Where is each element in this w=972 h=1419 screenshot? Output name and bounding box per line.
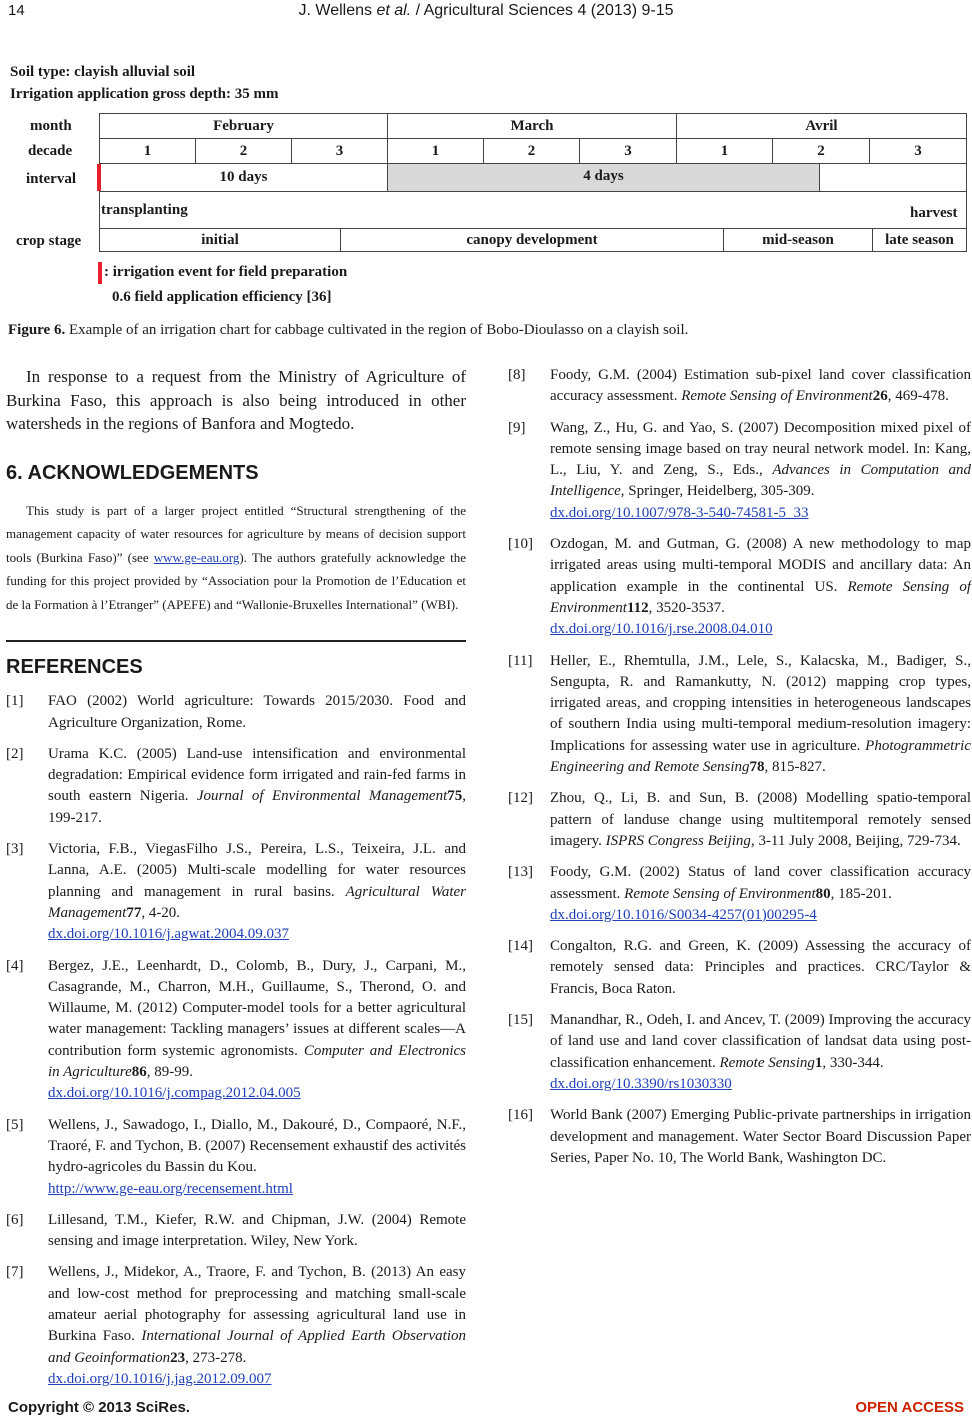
figure-caption xyxy=(8,322,688,339)
reference-text xyxy=(550,788,971,852)
reference-doi-link[interactable]: dx.doi.org/10.3390/rs1030330 xyxy=(550,1075,732,1092)
reference-text xyxy=(48,839,466,945)
reference-authors-title: Wang, Z., Hu, G. and Yao, S. (2007) Decomposition mixed pixel of remote sensing image based on tray neural network model. In: Kang, L., Liu, Y. and Zeng, S., Eds., xyxy=(550,419,971,479)
row-label-interval: interval xyxy=(26,171,76,187)
decade-cell: 1 xyxy=(676,138,773,164)
open-access-badge: OPEN ACCESS xyxy=(855,1399,964,1416)
month-cell-march: March xyxy=(387,113,677,139)
reference-journal: Remote Sensing of Environment xyxy=(624,885,816,902)
copyright-notice: Copyright © 2013 SciRes. xyxy=(8,1399,190,1416)
reference-journal: ISPRS Congress Beijing xyxy=(605,832,751,849)
reference-pages: , 469-478. xyxy=(887,388,949,405)
reference-volume: 75 xyxy=(447,788,463,805)
reference-pages: , 330-344. xyxy=(822,1054,884,1071)
reference-text xyxy=(550,534,971,640)
gross-depth-label: Irrigation application gross depth: 35 mm xyxy=(10,86,279,102)
reference-item xyxy=(6,839,466,945)
legend-event-text: : irrigation event for field preparation xyxy=(104,264,348,280)
reference-authors-title: Ozdogan, M. and Gutman, G. (2008) A new methodology to map irrigated areas using multi-temporal MODIS and ancillary data: An application example in the continental US. xyxy=(550,536,971,595)
interval-cell-10-days: 10 days xyxy=(99,163,388,192)
reference-text xyxy=(48,1210,466,1253)
decade-cell: 2 xyxy=(772,138,870,164)
caption-text: Example of an irrigation chart for cabbage cultivated in the region of Bobo-Dioulasso on a clayish soil. xyxy=(65,322,689,338)
reference-text xyxy=(550,1010,971,1095)
running-head-etal: et al. xyxy=(376,2,412,19)
row-label-crop-stage: crop stage xyxy=(16,233,82,249)
irrigation-event-marker xyxy=(97,164,101,191)
interval-cell-4-days: 4 days xyxy=(387,163,820,192)
reference-item xyxy=(508,365,971,408)
reference-item xyxy=(508,534,971,640)
reference-number: [3] xyxy=(6,841,24,858)
reference-pages: , 4-20. xyxy=(141,904,181,921)
reference-item xyxy=(6,691,466,734)
reference-number: [4] xyxy=(6,957,24,974)
reference-text xyxy=(550,418,971,524)
reference-journal: International Journal of Applied Earth Observation and Geoinformation xyxy=(48,1328,467,1366)
reference-volume: 23 xyxy=(170,1349,186,1366)
reference-item xyxy=(6,1115,466,1200)
reference-item xyxy=(508,651,971,779)
decade-cell: 3 xyxy=(579,138,677,164)
reference-item xyxy=(508,862,971,926)
reference-doi-link[interactable]: dx.doi.org/10.1016/S0034-4257(01)00295-4 xyxy=(550,906,817,923)
month-cell-avril: Avril xyxy=(676,113,967,139)
reference-authors-title: Foody, G.M. (2004) Estimation sub-pixel land cover classification accuracy assessment. xyxy=(550,367,971,405)
reference-number: [6] xyxy=(6,1211,24,1228)
reference-number: [7] xyxy=(6,1264,24,1281)
reference-item xyxy=(6,744,466,829)
reference-number: [10] xyxy=(508,536,533,553)
reference-journal: Remote Sensing of Environment xyxy=(550,578,971,616)
reference-journal: Advances in Computation and Intelligence xyxy=(550,462,972,500)
reference-number: [8] xyxy=(508,367,526,383)
left-column xyxy=(6,365,466,1400)
reference-number: [9] xyxy=(508,419,526,436)
reference-journal: Photogrammetric Engineering and Remote Sensing xyxy=(550,737,971,776)
reference-pages: , 3-11 July 2008, Beijing, 729-734. xyxy=(750,832,961,849)
irrigation-chart xyxy=(0,58,972,318)
reference-authors-title: Heller, E., Rhemtulla, J.M., Lele, S., Kalacska, M., Badiger, S., Sengupta, R. and Ramankutty, N. (2012) mapping crop types, irrigated areas, and cropping intensities in heterogeneous landscapes of southern India using multi-temporal medium-resolution imagery: Implications for assessing water use in agriculture. xyxy=(550,652,971,754)
reference-doi-link[interactable]: dx.doi.org/10.1016/j.rse.2008.04.010 xyxy=(550,621,773,638)
reference-item xyxy=(508,936,971,1000)
right-column xyxy=(508,365,971,1179)
reference-pages: , 3520-3537. xyxy=(648,599,725,616)
reference-text xyxy=(550,651,971,779)
reference-doi-link[interactable]: dx.doi.org/10.1007/978-3-540-74581-5_33 xyxy=(550,504,809,521)
reference-authors-title: Bergez, J.E., Leenhardt, D., Colomb, B., Dury, J., Carpani, M., Casagrande, M., Charron, M.H., Guillaume, S., Therond, O. and Willaume, M. (2012) Computer-model tools for a better agricultural water management: Tackling managers’ issues at different scales—A contribution form systemic agronomists. xyxy=(48,957,466,1059)
references-list-right xyxy=(508,365,971,1179)
decade-cell: 2 xyxy=(483,138,580,164)
references-list-left xyxy=(6,691,466,1400)
decade-cell: 1 xyxy=(99,138,196,164)
soil-type-label: Soil type: clayish alluvial soil xyxy=(10,64,196,80)
reference-pages: , 199-217. xyxy=(48,788,466,826)
stage-cell-initial: initial xyxy=(99,228,341,252)
reference-pages: , 273-278. xyxy=(185,1349,247,1366)
reference-journal: Agricultural Water Management xyxy=(48,883,466,921)
reference-authors-title: Congalton, R.G. and Green, K. (2009) Assessing the accuracy of remotely sensed data: Principles and practices. CRC/Taylor & Francis, Boca Raton. xyxy=(550,938,971,997)
reference-doi-link[interactable]: dx.doi.org/10.1016/j.compag.2012.04.005 xyxy=(48,1085,301,1102)
reference-authors-title: Victoria, F.B., ViegasFilho J.S., Pereira, L.S., Teixeira, J.L. and Lanna, A.E. (2005) Multi-scale modelling for water resources planning and management in rural basins. xyxy=(48,841,466,900)
reference-journal: Journal of Environmental Management xyxy=(196,788,448,805)
reference-item xyxy=(508,1010,971,1095)
reference-text xyxy=(48,1262,466,1390)
reference-item xyxy=(508,418,971,524)
reference-doi-link[interactable]: http://www.ge-eau.org/recensement.html xyxy=(48,1180,293,1197)
reference-volume: 78 xyxy=(749,759,765,776)
reference-volume: 77 xyxy=(126,904,142,921)
reference-doi-link[interactable]: dx.doi.org/10.1016/j.agwat.2004.09.037 xyxy=(48,926,289,943)
ack-text-start: This study is part of a larger project entitled “Structural strengthening of the management capacity of water resources for agriculture by means of decision support tools (Burkina Faso)” (see xyxy=(6,502,466,565)
legend-efficiency-text: 0.6 field application efficiency [36] xyxy=(112,289,332,305)
reference-authors-title: Urama K.C. (2005) Land-use intensification and environmental degradation: Empirical evidence form irrigated and rain-fed farms in south eastern Nigeria. xyxy=(48,745,466,805)
reference-number: [5] xyxy=(6,1116,24,1133)
reference-doi-link[interactable]: dx.doi.org/10.1016/j.jag.2012.09.007 xyxy=(48,1370,272,1387)
ack-link[interactable]: www.ge-eau.org xyxy=(153,549,240,565)
reference-number: [12] xyxy=(508,790,533,807)
row-label-decade: decade xyxy=(28,143,73,159)
stage-cell-mid-season: mid-season xyxy=(723,228,873,252)
ack-text-end: ). The authors gratefully acknowledge the funding for this project provided by “Association pour la Promotion de l’Education et de la Formation à l’Etranger” (APEFE) and “Wallonie-Bruxelles International” (WBI). xyxy=(6,549,466,612)
running-head-authors: J. Wellens xyxy=(298,2,377,19)
decade-cell: 3 xyxy=(291,138,388,164)
reference-authors-title: World Bank (2007) Emerging Public-private partnerships in irrigation development and management. Water Sector Board Discussion Paper Series, Paper No. 10, The World Bank, Washington DC. xyxy=(550,1107,971,1166)
reference-authors-title: Wellens, J., Sawadogo, I., Diallo, M., Dakouré, D., Compaoré, N.F., Traoré, F. and Tychon, B. (2007) Recensement exhaustif des activités hydro-agricoles du Bassin du Kou. xyxy=(48,1116,466,1176)
reference-item xyxy=(6,1210,466,1253)
reference-pages: , 185-201. xyxy=(830,885,892,902)
reference-journal: Remote Sensing of Environment xyxy=(681,388,873,405)
decade-cell: 3 xyxy=(869,138,967,164)
reference-text xyxy=(48,956,466,1105)
acknowledgements-heading: 6. ACKNOWLEDGEMENTS xyxy=(6,461,259,484)
harvest-label: harvest xyxy=(910,205,958,221)
reference-pages: , Springer, Heidelberg, 305-309. xyxy=(620,483,815,500)
legend-event-swatch xyxy=(98,262,102,284)
transplanting-label: transplanting xyxy=(101,202,188,218)
reference-volume: 26 xyxy=(872,388,888,405)
reference-authors-title: Manandhar, R., Odeh, I. and Ancev, T. (2009) Improving the accuracy of land use and land cover classification of landsat data using post-classification enhancement. xyxy=(550,1012,971,1071)
reference-authors-title: Zhou, Q., Li, B. and Sun, B. (2008) Modelling spatio-temporal pattern of landuse change using multitemporal remotely sensed imagery. xyxy=(550,790,971,849)
decade-cell: 2 xyxy=(195,138,292,164)
reference-text xyxy=(48,691,466,734)
reference-number: [16] xyxy=(508,1107,533,1124)
reference-number: [11] xyxy=(508,652,533,669)
reference-text xyxy=(550,862,971,926)
reference-text xyxy=(550,936,971,1000)
row-label-month: month xyxy=(30,118,72,134)
reference-item xyxy=(508,788,971,852)
stage-cell-late-season: late season xyxy=(872,228,967,252)
reference-text xyxy=(48,1115,466,1200)
page-number: 14 xyxy=(8,2,25,19)
reference-authors-title: Lillesand, T.M., Kiefer, R.W. and Chipman, J.W. (2004) Remote sensing and image interpretation. Wiley, New York. xyxy=(48,1211,466,1250)
running-head-journal: / Agricultural Sciences 4 (2013) 9-15 xyxy=(411,2,674,19)
reference-pages: , 815-827. xyxy=(764,759,826,776)
reference-volume: 86 xyxy=(131,1064,147,1081)
running-head xyxy=(0,2,972,20)
reference-volume: 1 xyxy=(814,1054,823,1071)
reference-number: [2] xyxy=(6,745,24,762)
reference-number: [14] xyxy=(508,938,533,955)
reference-authors-title: Foody, G.M. (2002) Status of land cover classification accuracy assessment. xyxy=(550,864,971,902)
stage-cell-canopy-development: canopy development xyxy=(340,228,724,252)
reference-text xyxy=(550,1105,971,1169)
reference-number: [13] xyxy=(508,864,533,881)
reference-number: [15] xyxy=(508,1012,533,1029)
reference-text xyxy=(550,365,971,408)
reference-item xyxy=(508,1105,971,1169)
reference-pages: , 89-99. xyxy=(146,1064,193,1081)
decade-cell: 1 xyxy=(387,138,484,164)
reference-text xyxy=(48,744,466,829)
reference-volume: 112 xyxy=(626,599,649,616)
reference-authors-title: FAO (2002) World agriculture: Towards 2015/2030. Food and Agriculture Organization, Rome. xyxy=(48,693,466,731)
reference-volume: 80 xyxy=(815,885,831,902)
milestone-row xyxy=(99,191,967,229)
reference-journal: Remote Sensing xyxy=(719,1054,815,1071)
reference-journal: Computer and Electronics in Agriculture xyxy=(48,1042,466,1081)
reference-authors-title: Wellens, J., Midekor, A., Traore, F. and Tychon, B. (2013) An easy and low-cost method for preprocessing and matching small-scale amateur aerial photography for assessing agricultural land use in Burkina Faso. xyxy=(48,1264,466,1345)
references-heading: REFERENCES xyxy=(6,656,143,679)
acknowledgements-paragraph xyxy=(6,499,466,617)
interval-cell-empty xyxy=(819,163,967,192)
intro-paragraph: In response to a request from the Ministry of Agriculture of Burkina Faso, this approach is also being introduced in other watersheds in the regions of Banfora and Mogtedo. xyxy=(6,367,466,434)
month-cell-february: February xyxy=(99,113,388,139)
reference-item xyxy=(6,1262,466,1390)
reference-number: [1] xyxy=(6,693,24,710)
reference-item xyxy=(6,956,466,1105)
caption-label: Figure 6. xyxy=(8,322,66,338)
